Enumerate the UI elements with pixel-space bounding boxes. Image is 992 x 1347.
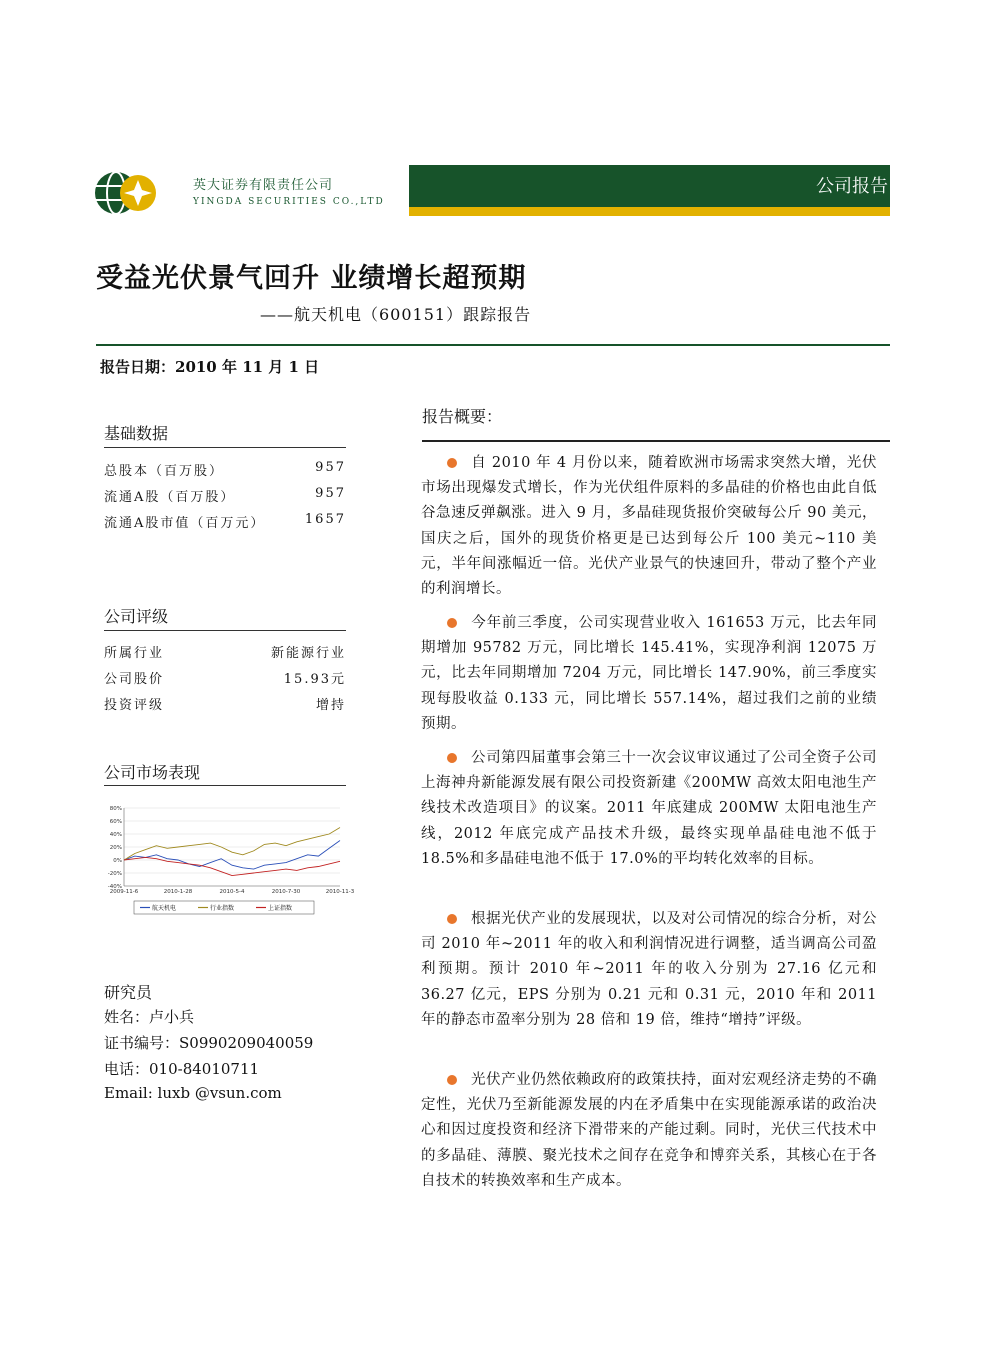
summary-paragraph xyxy=(421,746,877,872)
rating-row xyxy=(104,642,346,661)
legend-label: 航天机电 xyxy=(152,905,177,912)
paragraph-text: 光伏产业仍然依赖政府的政策扶持，面对宏观经济走势的不确定性，光伏乃至新能源发展的内在矛盾集中在实现能源承诺的政治决心和因过度投资和经济下滑带来的产能过剩。同时，光伏三代技术中的多晶硅、薄膜、聚光技术之间存在竞争和博弈关系，其核心在于各自技术的转换效率和生产成本。 xyxy=(421,1072,877,1189)
row-value: 957 xyxy=(315,486,346,501)
bullet-icon xyxy=(447,914,457,924)
bullet-icon xyxy=(447,618,457,628)
y-tick-label: -40% xyxy=(107,884,122,890)
rating-divider xyxy=(104,630,346,631)
row-value: 1657 xyxy=(304,512,346,527)
x-tick-label: 2009-11-6 xyxy=(109,889,139,895)
row-value: 957 xyxy=(315,460,346,475)
report-subtitle: ——航天机电（600151）跟踪报告 xyxy=(260,305,532,324)
bullet-icon xyxy=(447,458,457,468)
rating-row xyxy=(104,694,346,713)
paragraph-text: 今年前三季度，公司实现营业收入 161653 万元，比去年同期增加 95782 万元，同比增长 145.41%，实现净利润 12075 万元，比去年同期增加 7204 万元，同比增长 147.90%，前三季度实现每股收益 0.133 元，同比增长 557.14%，超过我们之前的业绩预期。 xyxy=(421,615,877,732)
y-tick-label: -20% xyxy=(107,871,122,877)
row-value: 15.93元 xyxy=(283,672,346,687)
summary-title: 报告概要： xyxy=(422,407,503,426)
summary-paragraph xyxy=(421,451,877,602)
paragraph-text: 自 2010 年 4 月份以来，随着欧洲市场需求突然大增，光伏市场出现爆发式增长，作为光伏组件原料的多晶硅的价格也由此自低谷急速反弹飙涨。进入 9 月，多晶硅现货报价突破每公斤 90 美元，国庆之后，国外的现货价格更是已达到每公斤 100 美元~110 美元，半年间涨幅近一倍。光伏产业景气的快速回升，带动了整个产业的利润增长。 xyxy=(421,455,877,598)
row-label: 流通A股（百万股） xyxy=(104,490,236,505)
company-logo xyxy=(94,162,156,224)
basic-data-divider xyxy=(104,447,346,448)
y-tick-label: 60% xyxy=(109,819,122,825)
summary-paragraph xyxy=(421,907,877,1033)
header-banner-stripe xyxy=(409,207,890,216)
analyst-name: 姓名：卢小兵 xyxy=(104,1008,195,1026)
x-tick-label: 2010-5-4 xyxy=(219,889,245,895)
y-tick-label: 40% xyxy=(109,832,122,838)
bullet-icon xyxy=(447,1075,457,1085)
performance-chart-svg xyxy=(104,800,355,920)
row-label: 流通A股市值（百万元） xyxy=(104,516,266,531)
paragraph-text: 根据光伏产业的发展现状，以及对公司情况的综合分析，对公司 2010 年~2011 年的收入和利润情况进行调整，适当调高公司盈利预期。预计 2010 年~2011 年的收入分别为 27.16 亿元和 36.27 亿元，EPS 分别为 0.21 元和 0.31 元，2010 年和 2011 年的静态市盈率分别为 28 倍和 19 倍，维持“增持”评级。 xyxy=(421,911,877,1028)
rating-title: 公司评级 xyxy=(104,607,169,626)
market-performance-divider xyxy=(104,785,346,786)
analyst-email: Email: luxb @vsun.com xyxy=(104,1084,282,1102)
bullet-icon xyxy=(447,753,457,763)
analyst-cert: 证书编号：S0990209040059 xyxy=(104,1034,314,1052)
legend-label: 上证指数 xyxy=(268,905,293,912)
x-tick-label: 2010-11-3 xyxy=(325,889,355,895)
x-tick-label: 2010-1-28 xyxy=(163,889,193,895)
paragraph-text: 公司第四届董事会第三十一次会议审议通过了公司全资子公司上海神舟新能源发展有限公司投资新建《200MW 高效太阳电池生产线技术改造项目》的议案。2011 年底建成 200MW 太阳电池生产线，2012 年底完成产品技术升级，最终实现单晶硅电池不低于 18.5%和多晶硅电池不低于 17.0%的平均转化效率的目标。 xyxy=(421,750,877,867)
y-tick-label: 20% xyxy=(109,845,122,851)
basic-data-title: 基础数据 xyxy=(104,424,169,443)
summary-divider xyxy=(422,440,890,442)
x-tick-label: 2010-7-30 xyxy=(271,889,301,895)
basic-data-row xyxy=(104,460,346,479)
market-performance-chart xyxy=(104,800,355,920)
report-date: 报告日期：2010 年 11 月 1 日 xyxy=(100,358,320,376)
analyst-title: 研究员 xyxy=(104,983,153,1002)
rating-row xyxy=(104,668,346,687)
row-value: 增持 xyxy=(315,698,346,713)
row-label: 公司股价 xyxy=(104,672,165,687)
legend-label: 行业指数 xyxy=(210,905,235,912)
series-line xyxy=(124,841,340,870)
summary-paragraph xyxy=(421,611,877,737)
report-title: 受益光伏景气回升 业绩增长超预期 xyxy=(96,263,527,294)
company-name-en: YINGDA SECURITIES CO.,LTD xyxy=(193,197,385,207)
basic-data-row xyxy=(104,512,346,531)
title-divider xyxy=(96,344,890,346)
summary-paragraph xyxy=(421,1068,877,1194)
report-type-label: 公司报告 xyxy=(816,176,888,197)
row-label: 投资评级 xyxy=(104,698,165,713)
company-name-cn: 英大证券有限责任公司 xyxy=(193,178,334,193)
y-tick-label: 0% xyxy=(113,858,122,864)
row-value: 新能源行业 xyxy=(270,646,346,661)
row-label: 所属行业 xyxy=(104,646,165,661)
basic-data-row xyxy=(104,486,346,505)
row-label: 总股本（百万股） xyxy=(104,464,225,479)
market-performance-title: 公司市场表现 xyxy=(104,763,201,782)
analyst-phone: 电话：010-84010711 xyxy=(104,1060,260,1078)
y-tick-label: 80% xyxy=(109,806,122,812)
